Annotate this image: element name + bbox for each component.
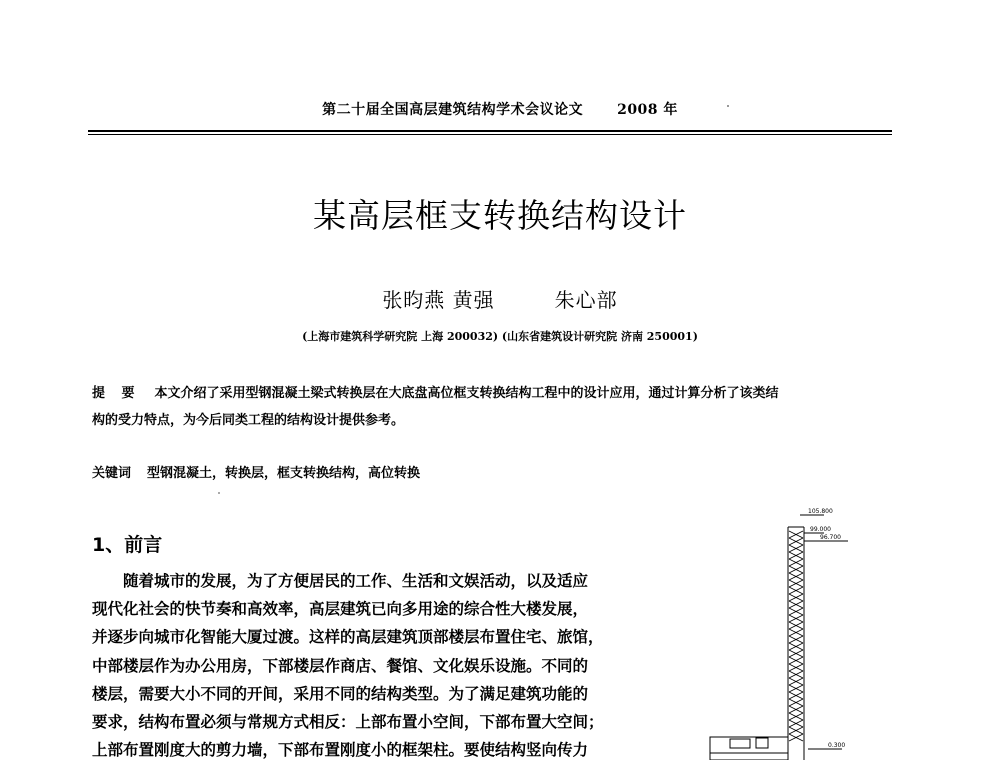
- authors-group-1: 张昀燕 黄强: [382, 288, 495, 312]
- paragraph-line: 要求，结构布置必须与常规方式相反：上部布置小空间，下部布置大空间；: [92, 712, 604, 732]
- running-head: [0, 99, 1000, 119]
- abstract: [92, 380, 892, 434]
- header-rule-thin: [88, 134, 892, 135]
- scan-speck: [727, 105, 729, 107]
- keywords-label: 关键词: [92, 466, 132, 481]
- keywords: [92, 462, 892, 481]
- paper-title: 某高层框支转换结构设计: [313, 196, 687, 235]
- running-head-year: 2008 年: [617, 102, 678, 118]
- running-head-text: 第二十届全国高层建筑结构学术会议论文: [322, 102, 584, 118]
- header-rule: [88, 130, 892, 132]
- abstract-label: 提 要: [92, 386, 141, 401]
- paragraph-line: 并逐步向城市化智能大厦过渡。这样的高层建筑顶部楼层布置住宅、旅馆，: [92, 627, 604, 647]
- building-elevation-figure: [700, 505, 910, 760]
- section-heading: 1、前言: [92, 534, 163, 556]
- paragraph-line: 现代化社会的快节奏和高效率，高层建筑已向多用途的综合性大楼发展，: [92, 599, 589, 619]
- scan-speck: [218, 492, 220, 494]
- elevation-label: 0.300: [828, 742, 846, 749]
- elevation-label: 96.700: [820, 534, 841, 541]
- elevation-label: 99.000: [810, 526, 831, 533]
- abstract-line-1: 本文介绍了采用型钢混凝土梁式转换层在大底盘高位框支转换结构工程中的设计应用，通过计算分析了该类结: [154, 386, 779, 401]
- authors-group-2: 朱心部: [554, 288, 618, 312]
- section-paragraph: [92, 567, 667, 764]
- abstract-line-2: 构的受力特点，为今后同类工程的结构设计提供参考。: [92, 413, 405, 428]
- keywords-text: 型钢混凝土，转换层，框支转换结构，高位转换: [147, 466, 421, 481]
- paragraph-line: 上部布置刚度大的剪力墙，下部布置刚度小的框架柱。要使结构竖向传力: [92, 740, 589, 760]
- paragraph-line: 中部楼层作为办公用房，下部楼层作商店、餐馆、文化娱乐设施。不同的: [92, 655, 589, 675]
- paragraph-line: 楼层，需要大小不同的开间，采用不同的结构类型。为了满足建筑功能的: [92, 683, 589, 703]
- paragraph-line: 随着城市的发展，为了方便居民的工作、生活和文娱活动，以及适应: [123, 571, 589, 590]
- elevation-label: 105.800: [808, 508, 833, 515]
- author-line: [0, 284, 1000, 313]
- affiliation: (上海市建筑科学研究院 上海 200032) (山东省建筑设计研究院 济南 250001): [302, 330, 698, 343]
